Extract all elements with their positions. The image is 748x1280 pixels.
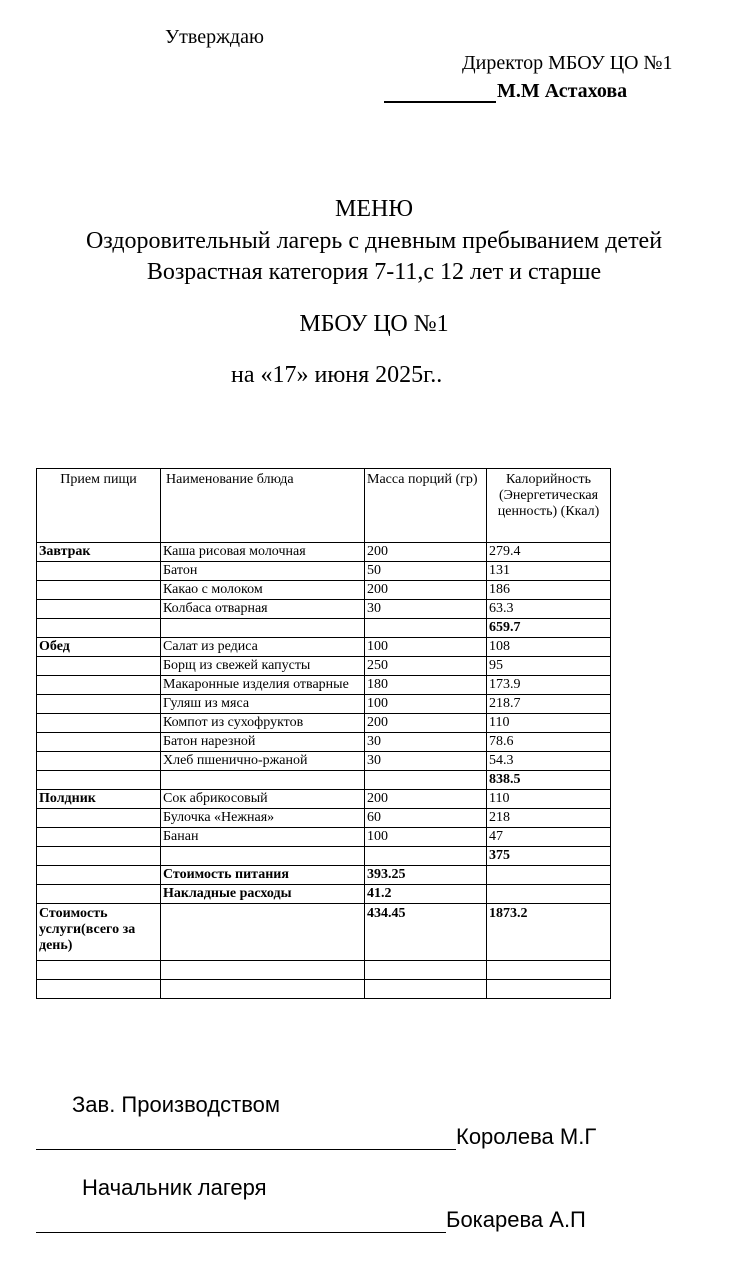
table-row <box>37 714 611 733</box>
dish-cell <box>161 904 365 961</box>
mass-cell: 30 <box>365 733 487 752</box>
table-row <box>37 676 611 695</box>
kcal-cell: 279.4 <box>487 543 611 562</box>
table-row <box>37 695 611 714</box>
menu-title: МЕНЮ <box>335 196 413 222</box>
dish-cell <box>161 961 365 980</box>
mass-cell: 30 <box>365 752 487 771</box>
production-head-signature <box>36 1124 596 1150</box>
meal-cell: Обед <box>37 638 161 657</box>
kcal-cell: 186 <box>487 581 611 600</box>
table-body <box>37 543 611 999</box>
mass-cell: 60 <box>365 809 487 828</box>
table-row <box>37 619 611 638</box>
mass-cell <box>365 771 487 790</box>
meal-cell <box>37 771 161 790</box>
dish-cell: Какао с молоком <box>161 581 365 600</box>
kcal-cell: 1873.2 <box>487 904 611 961</box>
meal-cell <box>37 657 161 676</box>
meal-cell: Стоимость услуги(всего за день) <box>37 904 161 961</box>
meal-cell <box>37 752 161 771</box>
meal-cell <box>37 714 161 733</box>
kcal-cell: 131 <box>487 562 611 581</box>
mass-cell: 180 <box>365 676 487 695</box>
meal-cell <box>37 600 161 619</box>
dish-cell: Накладные расходы <box>161 885 365 904</box>
dish-cell: Гуляш из мяса <box>161 695 365 714</box>
mass-cell <box>365 980 487 999</box>
signature-blank <box>36 1127 456 1150</box>
dish-cell: Сок абрикосовый <box>161 790 365 809</box>
mass-cell: 393.25 <box>365 866 487 885</box>
kcal-cell: 47 <box>487 828 611 847</box>
mass-cell: 200 <box>365 790 487 809</box>
dish-cell: Батон <box>161 562 365 581</box>
menu-table <box>36 468 611 999</box>
kcal-cell: 63.3 <box>487 600 611 619</box>
kcal-cell: 838.5 <box>487 771 611 790</box>
kcal-cell <box>487 885 611 904</box>
meal-cell <box>37 809 161 828</box>
dish-cell: Борщ из свежей капусты <box>161 657 365 676</box>
mass-cell: 200 <box>365 714 487 733</box>
kcal-cell: 110 <box>487 714 611 733</box>
meal-cell <box>37 828 161 847</box>
kcal-cell: 218 <box>487 809 611 828</box>
table-row <box>37 543 611 562</box>
table-row <box>37 771 611 790</box>
kcal-cell: 95 <box>487 657 611 676</box>
dish-cell <box>161 980 365 999</box>
table-row <box>37 885 611 904</box>
header-meal: Прием пищи <box>37 469 161 543</box>
mass-cell: 200 <box>365 543 487 562</box>
menu-date: на «17» июня 2025г.. <box>231 362 443 388</box>
meal-cell <box>37 980 161 999</box>
table-row <box>37 809 611 828</box>
dish-cell: Макаронные изделия отварные <box>161 676 365 695</box>
meal-cell <box>37 619 161 638</box>
kcal-cell: 173.9 <box>487 676 611 695</box>
dish-cell <box>161 847 365 866</box>
mass-cell <box>365 619 487 638</box>
header-mass: Масса порций (гр) <box>365 469 487 543</box>
dish-cell: Батон нарезной <box>161 733 365 752</box>
table-row <box>37 790 611 809</box>
meal-cell <box>37 866 161 885</box>
header-kcal: Калорийность (Энергетическая ценность) (Ккал) <box>487 469 611 543</box>
signature-blank <box>36 1210 446 1233</box>
camp-head-signature <box>36 1207 586 1233</box>
meal-cell <box>37 885 161 904</box>
table-row <box>37 866 611 885</box>
mass-cell: 41.2 <box>365 885 487 904</box>
camp-name: Оздоровительный лагерь с дневным пребыванием детей <box>85 228 663 254</box>
table-header-row <box>37 469 611 543</box>
dish-cell: Салат из редиса <box>161 638 365 657</box>
meal-cell <box>37 562 161 581</box>
kcal-cell: 54.3 <box>487 752 611 771</box>
kcal-cell: 110 <box>487 790 611 809</box>
production-head-title: Зав. Производством <box>72 1092 281 1117</box>
mass-cell: 434.45 <box>365 904 487 961</box>
meal-cell: Завтрак <box>37 543 161 562</box>
meal-cell <box>37 581 161 600</box>
table-row <box>37 638 611 657</box>
header-dish: Наименование блюда <box>161 469 365 543</box>
camp-head-title: Начальник лагеря <box>82 1175 267 1200</box>
production-head-name: Королева М.Г <box>456 1124 597 1149</box>
meal-cell <box>37 733 161 752</box>
kcal-cell <box>487 980 611 999</box>
table-row <box>37 657 611 676</box>
dish-cell <box>161 771 365 790</box>
mass-cell: 250 <box>365 657 487 676</box>
camp-head-name: Бокарева А.П <box>446 1207 586 1232</box>
approve-label: Утверждаю <box>165 26 264 48</box>
table-row <box>37 961 611 980</box>
mass-cell: 50 <box>365 562 487 581</box>
dish-cell: Хлеб пшенично-ржаной <box>161 752 365 771</box>
director-signature-line <box>384 80 627 103</box>
table-row <box>37 847 611 866</box>
mass-cell: 30 <box>365 600 487 619</box>
meal-cell: Полдник <box>37 790 161 809</box>
dish-cell: Банан <box>161 828 365 847</box>
dish-cell: Компот из сухофруктов <box>161 714 365 733</box>
meal-cell <box>37 695 161 714</box>
age-category: Возрастная категория 7-11,с 12 лет и старше <box>146 259 602 285</box>
mass-cell: 100 <box>365 638 487 657</box>
dish-cell <box>161 619 365 638</box>
director-title: Директор МБОУ ЦО №1 <box>462 52 673 74</box>
table-row <box>37 980 611 999</box>
meal-cell <box>37 676 161 695</box>
mass-cell <box>365 847 487 866</box>
table-row <box>37 600 611 619</box>
kcal-cell <box>487 961 611 980</box>
table-row <box>37 581 611 600</box>
kcal-cell: 218.7 <box>487 695 611 714</box>
kcal-cell <box>487 866 611 885</box>
mass-cell: 200 <box>365 581 487 600</box>
table-row <box>37 562 611 581</box>
table-row <box>37 828 611 847</box>
dish-cell: Каша рисовая молочная <box>161 543 365 562</box>
dish-cell: Булочка «Нежная» <box>161 809 365 828</box>
table-row <box>37 904 611 961</box>
mass-cell: 100 <box>365 828 487 847</box>
director-name: М.М Астахова <box>497 80 628 102</box>
school-name: МБОУ ЦО №1 <box>299 311 449 337</box>
dish-cell: Колбаса отварная <box>161 600 365 619</box>
kcal-cell: 375 <box>487 847 611 866</box>
table-row <box>37 733 611 752</box>
meal-cell <box>37 847 161 866</box>
kcal-cell: 108 <box>487 638 611 657</box>
mass-cell: 100 <box>365 695 487 714</box>
kcal-cell: 659.7 <box>487 619 611 638</box>
mass-cell <box>365 961 487 980</box>
table-row <box>37 752 611 771</box>
dish-cell: Стоимость питания <box>161 866 365 885</box>
kcal-cell: 78.6 <box>487 733 611 752</box>
signature-blank <box>384 83 496 103</box>
meal-cell <box>37 961 161 980</box>
